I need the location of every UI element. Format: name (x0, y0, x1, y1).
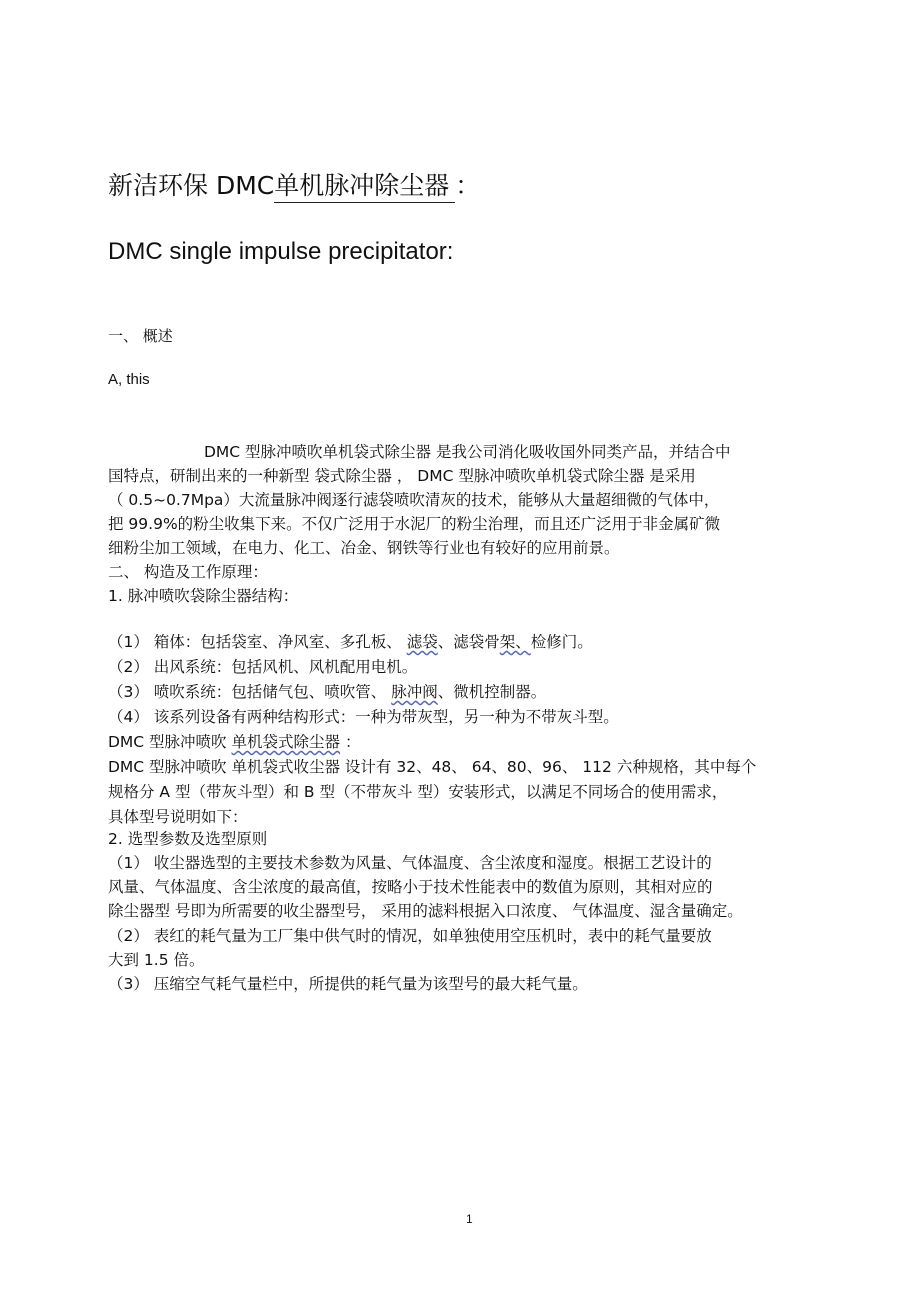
structure-item: （3） 喷吹系统：包括储气包、喷吹管、 脉冲阀、微机控制器。 (108, 683, 547, 701)
selection-line: （2） 表红的耗气量为工厂集中供气时的情况，如单独使用空压机时，表中的耗气量要放 (108, 927, 712, 945)
structure-item: （4） 该系列设备有两种结构形式：一种为带灰型，另一种为不带灰斗型。 (108, 708, 619, 726)
structure-item: （1） 箱体：包括袋室、净风室、多孔板、 滤袋、滤袋骨架、检修门。 (108, 633, 593, 651)
dmc-para-line: 具体型号说明如下： (108, 808, 248, 826)
selection-line: （3） 压缩空气耗气量栏中，所提供的耗气量为该型号的最大耗气量。 (108, 975, 588, 993)
english-title: DMC single impulse precipitator: (108, 238, 454, 265)
spell-underline: 架、 (499, 633, 531, 651)
page-number: 1 (466, 1212, 473, 1226)
sub1-heading: 1. 脉冲喷吹袋除尘器结构： (108, 587, 299, 605)
spell-underline: 单机袋式除尘器 (231, 733, 341, 751)
spell-underline: 脉冲阀 (391, 683, 438, 701)
paragraph1-line: 把 99.9%的粉尘收集下来。不仅广泛用于水泥厂的粉尘治理，而且还广泛用于非金属矿微 (108, 515, 721, 533)
selection-line: （1） 收尘器选型的主要技术参数为风量、气体温度、含尘浓度和湿度。根据工艺设计的 (108, 854, 712, 872)
paragraph1-line: 国特点，研制出来的一种新型 袋式除尘器 ， DMC 型脉冲喷吹单机袋式除尘器 是采用 (108, 467, 696, 485)
sub2-heading: 2. 选型参数及选型原则 (108, 830, 268, 848)
paragraph1-line: 细粉尘加工领域，在电力、化工、冶金、钢铁等行业也有较好的应用前景。 (108, 539, 620, 557)
title-underlined: 单机脉冲除尘器 (274, 171, 455, 203)
paragraph1-line: （ 0.5~0.7Mpa）大流量脉冲阀逐行滤袋喷吹清灰的技术，能够从大量超细微的气体中， (108, 491, 720, 509)
section1-heading: 一、 概述 (108, 327, 173, 345)
section2-heading: 二、 构造及工作原理： (108, 563, 268, 581)
selection-line: 大到 1.5 倍。 (108, 951, 205, 969)
dmc-para-line: 规格分 A 型（带灰斗型）和 B 型（不带灰斗 型）安装形式，以满足不同场合的使用需求， (108, 783, 728, 801)
title-suffix: ： (455, 171, 481, 200)
structure-item: （2） 出风系统：包括风机、风机配用电机。 (108, 658, 418, 676)
section1-sub: A, this (108, 371, 150, 388)
spell-underline: 滤袋 (406, 633, 438, 651)
dmc-para-line: DMC 型脉冲喷吹 单机袋式收尘器 设计有 32、48、 64、80、96、 112 六种规格，其中每个 (108, 758, 757, 776)
chinese-title (108, 166, 480, 202)
title-prefix: 新洁环保 DMC (108, 171, 275, 200)
selection-line: 风量、气体温度、含尘浓度的最高值，按略小于技术性能表中的数值为原则，其相对应的 (108, 878, 713, 896)
paragraph1-line: DMC 型脉冲喷吹单机袋式除尘器 是我公司消化吸收国外同类产品，并结合中 (204, 443, 731, 461)
dmc-line: DMC 型脉冲喷吹 单机袋式除尘器 ： (108, 733, 361, 751)
selection-line: 除尘器型 号即为所需要的收尘器型号， 采用的滤料根据入口浓度、 气体温度、湿含量确定。 (108, 902, 743, 920)
